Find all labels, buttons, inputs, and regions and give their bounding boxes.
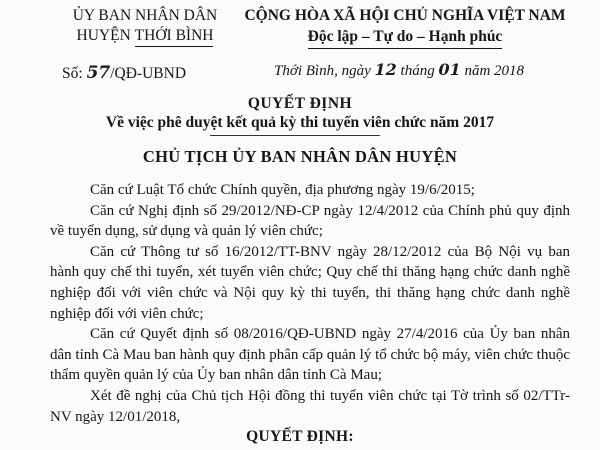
agency-district-name: THỚI BÌNH — [135, 26, 214, 47]
decision-heading: QUYẾT ĐỊNH: — [246, 428, 354, 445]
date-place: Thới Bình, ngày — [274, 63, 371, 79]
document-number — [62, 63, 186, 83]
subject-underline — [210, 135, 380, 136]
document-number-handwritten: 57 — [86, 63, 111, 83]
legal-basis-paragraph: Căn cứ Quyết định số 08/2016/QĐ-UBND ngày 27/4/2016 của Ủy ban nhân dân tỉnh Cà Mau ban hành quy định phân cấp quản lý tổ chức bộ máy, viên chức thuộc thẩm quyền quản lý của Ủy ban nhân dân tỉnh Cà Mau; — [50, 326, 570, 384]
legal-basis-section — [50, 180, 570, 427]
issuing-agency-block — [50, 6, 240, 47]
document-type-heading: QUYẾT ĐỊNH — [247, 95, 353, 112]
legal-basis-paragraph: Căn cứ Thông tư số 16/2012/TT-BNV ngày 28/12/2012 của Bộ Nội vụ ban hành quy chế thi tuyển, xét tuyển viên chức; Quy chế thi thăng hạng chức danh nghề nghiệp đối với viên chức và Nội quy kỳ thi tuyển, thi thăng hạng chức danh nghề nghiệp đối với viên chức; — [50, 243, 570, 322]
agency-district-prefix: HUYỆN — [76, 27, 135, 44]
date-month-label: tháng — [400, 63, 435, 79]
agency-name-line2 — [50, 26, 240, 47]
issuing-authority-heading: CHỦ TỊCH ỦY BAN NHÂN DÂN HUYỆN — [142, 147, 458, 166]
date-month-handwritten: 01 — [438, 60, 461, 79]
legal-basis-paragraph: Xét đề nghị của Chủ tịch Hội đồng thi tuyển viên chức tại Tờ trình số 02/TTr-NV ngày 12/01/2018, — [50, 387, 570, 425]
legal-basis-paragraph: Căn cứ Nghị định số 29/2012/NĐ-CP ngày 12/4/2012 của Chính phủ quy định về tuyển dụng, sử dụng và quản lý viên chức; — [50, 202, 570, 240]
republic-title: CỘNG HÒA XÃ HỘI CHỦ NGHĨA VIỆT NAM — [244, 7, 566, 24]
date-day-handwritten: 12 — [374, 60, 397, 79]
date-year: năm 2018 — [464, 63, 525, 79]
national-title-block — [240, 6, 570, 49]
agency-name-line1: ỦY BAN NHÂN DÂN — [72, 7, 218, 24]
document-number-suffix: /QĐ-UBND — [110, 65, 187, 82]
document-subject: Về việc phê duyệt kết quả kỳ thi tuyển viên chức năm 2017 — [105, 114, 495, 131]
issue-date-line — [274, 60, 524, 80]
document-number-prefix: Số: — [62, 65, 83, 82]
legal-basis-paragraph: Căn cứ Luật Tổ chức Chính quyền, địa phương ngày 19/6/2015; — [90, 182, 475, 198]
national-motto: Độc lập – Tự do – Hạnh phúc — [308, 26, 503, 49]
